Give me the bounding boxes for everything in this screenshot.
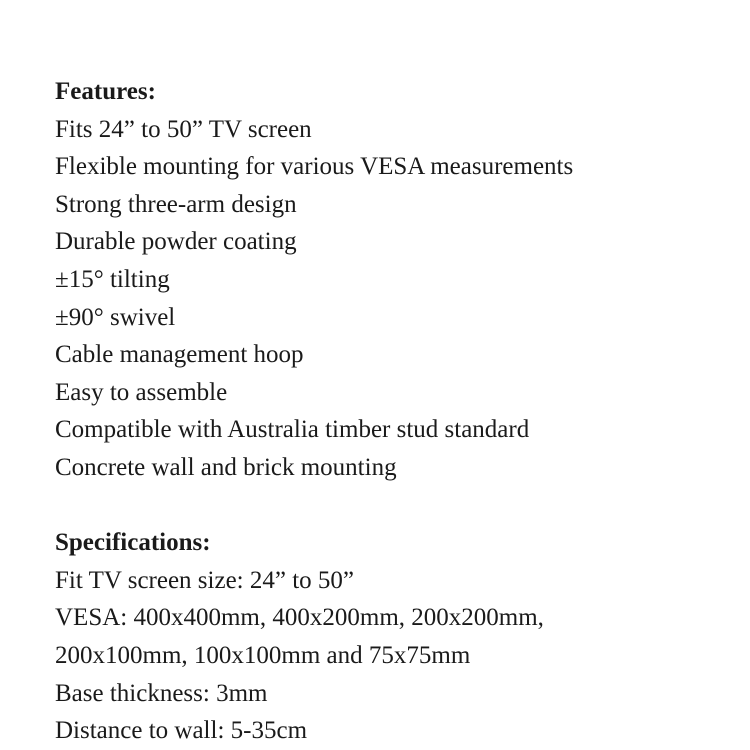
feature-item: Fits 24” to 50” TV screen bbox=[55, 115, 312, 143]
feature-item: Durable powder coating bbox=[55, 228, 297, 256]
specification-item: Distance to wall: 5-35cm bbox=[55, 717, 308, 745]
features-section bbox=[55, 73, 735, 487]
specifications-section bbox=[55, 524, 735, 750]
product-description bbox=[55, 73, 735, 750]
feature-item: Compatible with Australia timber stud standard bbox=[55, 416, 530, 444]
feature-item: Flexible mounting for various VESA measurements bbox=[55, 153, 574, 181]
specification-item: Base thickness: 3mm bbox=[55, 679, 268, 707]
specification-item: Fit TV screen size: 24” to 50” bbox=[55, 566, 355, 594]
feature-item: ±15° tilting bbox=[55, 265, 170, 293]
section-spacer bbox=[55, 487, 735, 525]
feature-item: Cable management hoop bbox=[55, 341, 304, 369]
feature-item: Strong three-arm design bbox=[55, 190, 297, 218]
specification-item: VESA: 400x400mm, 400x200mm, 200x200mm, bbox=[55, 604, 544, 632]
specification-item: 200x100mm, 100x100mm and 75x75mm bbox=[55, 641, 471, 669]
feature-item: ±90° swivel bbox=[55, 303, 176, 331]
features-heading: Features: bbox=[55, 78, 156, 105]
feature-item: Easy to assemble bbox=[55, 378, 228, 406]
specifications-heading: Specifications: bbox=[55, 529, 211, 557]
feature-item: Concrete wall and brick mounting bbox=[55, 453, 397, 481]
